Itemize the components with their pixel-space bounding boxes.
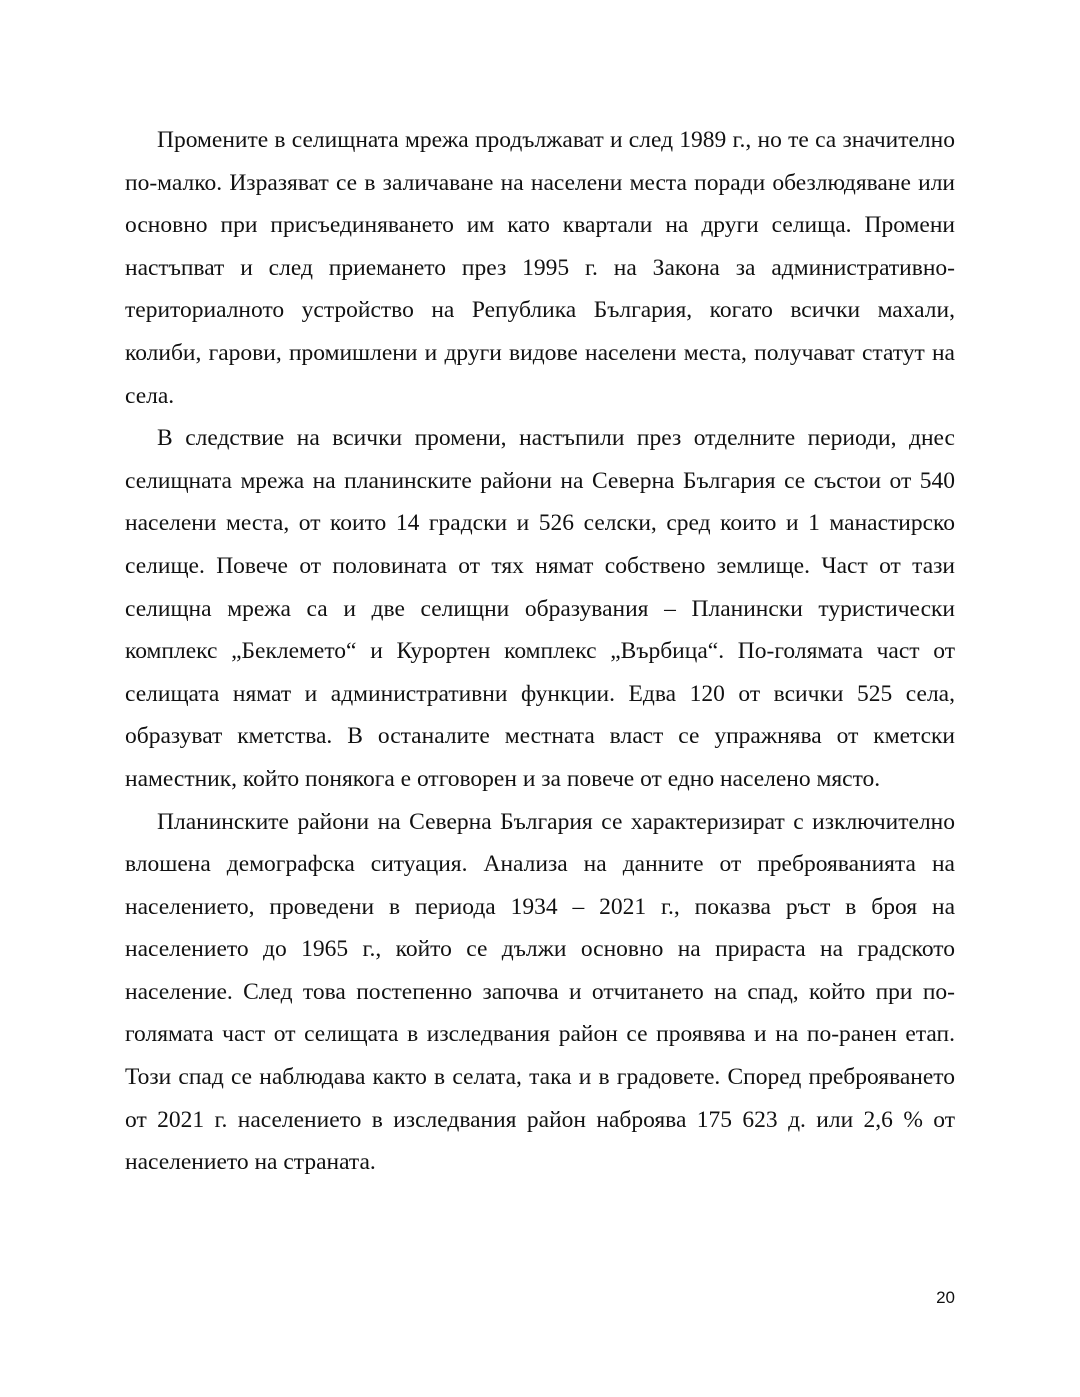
paragraph-2: В следствие на всички промени, настъпили през отделните периоди, днес селищната мрежа на планинските райони на Северна България се състои от 540 населени места, от които 14 градски и 526 селски, сред които и 1 манастирско селище. Повече от половината от тях нямат собствено землище. Част от тази селищна мрежа са и две селищни образувания – Планински туристически комплекс „Беклемето“ и Курортен комплекс „Върбица“. По-голямата част от селищата нямат и административни функции. Едва 120 от всички 525 села, образуват кметства. В останалите местната власт се упражнява от кметски наместник, който понякога е отговорен и за повече от едно населено място. <box>125 425 955 792</box>
paragraph-1: Промените в селищната мрежа продължават и след 1989 г., но те са значително по-малко. Изразяват се в заличаване на населени места поради обезлюдяване или основно при присъединяването им като квартали на други селища. Промени настъпват и след приемането през 1995 г. на Закона за административно-териториалното устройство на Република България, когато всички махали, колиби, гарови, промишлени и други видове населени места, получават статут на села. <box>125 127 955 409</box>
paragraph-3: Планинските райони на Северна България се характеризират с изключително влошена демографска ситуация. Анализа на данните от преброяванията на населението, проведени в периода 1934 – 2021 г., показва ръст в броя на населението до 1965 г., който се дължи основно на прираста на градското население. След това постепенно започва и отчитането на спад, който при по-голямата част от селищата в изследвания район се проявява и на по-ранен етап. Този спад се наблюдава както в селата, така и в градовете. Според преброяването от 2021 г. населението в изследвания район наброява 175 623 д. или 2,6 % от населението на страната. <box>125 808 955 1176</box>
body-text <box>125 119 955 1184</box>
page-number: 20 <box>936 1288 955 1307</box>
